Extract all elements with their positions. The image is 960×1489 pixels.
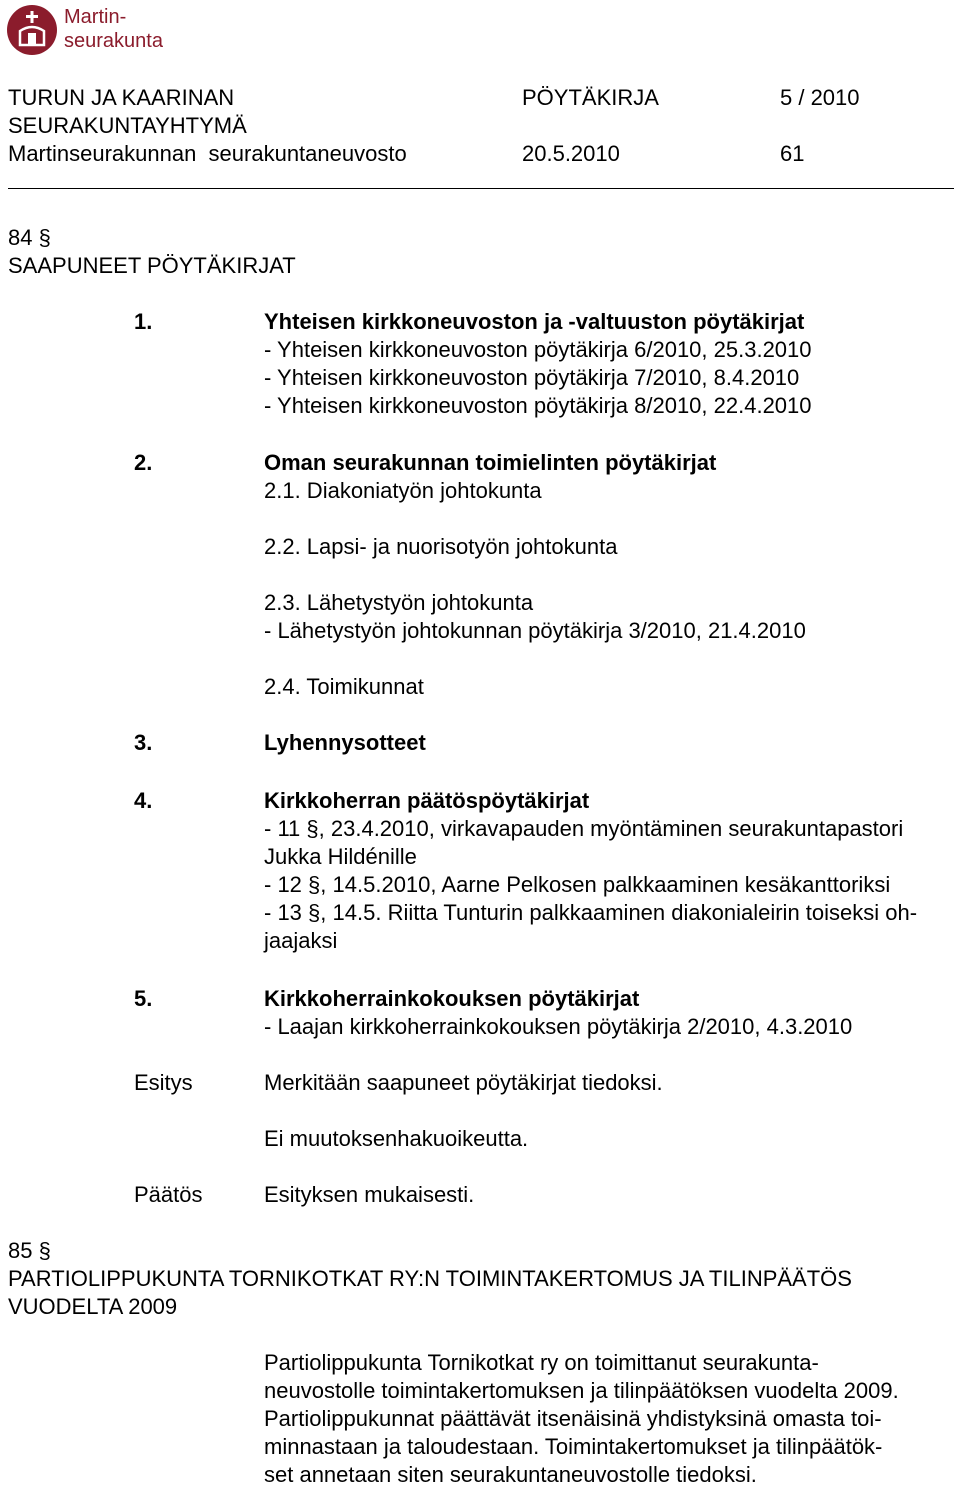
item-5-number: 5. — [134, 986, 153, 1011]
logo-line1: Martin- — [64, 6, 127, 28]
item-3-number: 3. — [134, 730, 153, 755]
header-body-name: Martinseurakunnan seurakuntaneuvosto — [8, 141, 407, 166]
item-1-line-3: - Yhteisen kirkkoneuvoston pöytäkirja 8/2010, 22.4.2010 — [264, 393, 812, 418]
entry-number: - 11 — [264, 816, 301, 841]
church-emblem-icon — [6, 4, 58, 56]
item-4-entry-3-line-2: jaajaksi — [264, 928, 338, 953]
header-org-line1: TURUN JA KAARINAN — [8, 85, 235, 110]
item-1-title: Yhteisen kirkkoneuvoston ja -valtuuston pöytäkirjat — [264, 309, 805, 334]
entry-text: , 14.5. Riitta Tunturin palkkaaminen diakonialeirin toiseksi oh- — [320, 900, 918, 925]
section-85-body-line-3: Partiolippukunnat päättävät itsenäisinä yhdistyksinä omasta toi- — [264, 1406, 882, 1431]
header-doc-type: PÖYTÄKIRJA — [522, 85, 659, 110]
paatos-text: Esityksen mukaisesti. — [264, 1182, 475, 1207]
item-5-line: - Laajan kirkkoherrainkokouksen pöytäkirja 2/2010, 4.3.2010 — [264, 1014, 853, 1039]
section-84-title: SAAPUNEET PÖYTÄKIRJAT — [8, 253, 296, 278]
item-1-line-2: - Yhteisen kirkkoneuvoston pöytäkirja 7/2010, 8.4.2010 — [264, 365, 800, 390]
item-4-number: 4. — [134, 788, 153, 813]
item-2-1: 2.1. Diakoniatyön johtokunta — [264, 478, 542, 503]
section-85-title-line-2: VUODELTA 2009 — [8, 1294, 178, 1319]
item-2-title: Oman seurakunnan toimielinten pöytäkirjat — [264, 450, 717, 475]
section-84-number — [8, 224, 51, 252]
esitys-text: Merkitään saapuneet pöytäkirjat tiedoksi. — [264, 1070, 663, 1095]
item-4-entry-2 — [264, 871, 890, 899]
entry-text: , 14.5.2010, Aarne Pelkosen palkkaaminen kesäkanttoriksi — [320, 872, 891, 897]
header-page-number: 61 — [780, 141, 805, 166]
header-org-line2: SEURAKUNTAYHTYMÄ — [8, 113, 247, 138]
header-date: 20.5.2010 — [522, 141, 620, 166]
logo-line2: seurakunta — [64, 30, 163, 52]
section-85-title-line-1: PARTIOLIPPUKUNTA TORNIKOTKAT RY:N TOIMINTAKERTOMUS JA TILINPÄÄTÖS — [8, 1266, 852, 1291]
logo — [6, 4, 196, 56]
item-2-2: 2.2. Lapsi- ja nuorisotyön johtokunta — [264, 534, 618, 559]
header-divider — [8, 188, 954, 189]
item-2-3-line: - Lähetystyön johtokunnan pöytäkirja 3/2010, 21.4.2010 — [264, 618, 806, 643]
entry-number: - 12 — [264, 872, 302, 897]
section-sign: § — [38, 1238, 51, 1263]
section-sign: § — [308, 872, 321, 897]
section-85-body-line-1: Partiolippukunta Tornikotkat ry on toimittanut seurakunta- — [264, 1350, 819, 1375]
section-sign: § — [306, 816, 319, 841]
section-sign: § — [308, 900, 321, 925]
item-2-number: 2. — [134, 450, 153, 475]
section-number: 85 — [8, 1238, 33, 1263]
esitys-text-2: Ei muutoksenhakuoikeutta. — [264, 1126, 529, 1151]
header-doc-no: 5 / 2010 — [780, 85, 860, 110]
section-85-number — [8, 1237, 51, 1265]
paatos-label: Päätös — [134, 1182, 203, 1207]
item-4-entry-1-line-2: Jukka Hildénille — [264, 844, 417, 869]
item-5-title: Kirkkoherrainkokouksen pöytäkirjat — [264, 986, 640, 1011]
item-3-title: Lyhennysotteet — [264, 730, 426, 755]
item-4-entry-1 — [264, 815, 903, 843]
item-2-4: 2.4. Toimikunnat — [264, 674, 424, 699]
entry-text: , 23.4.2010, virkavapauden myöntäminen seurakuntapastori — [318, 816, 904, 841]
item-1-number: 1. — [134, 309, 153, 334]
section-85-body-line-2: neuvostolle toimintakertomuksen ja tilinpäätöksen vuodelta 2009. — [264, 1378, 899, 1403]
esitys-label: Esitys — [134, 1070, 193, 1095]
item-4-title: Kirkkoherran päätöspöytäkirjat — [264, 788, 590, 813]
section-85-body-line-5: set annetaan siten seurakuntaneuvostolle tiedoksi. — [264, 1462, 757, 1487]
section-sign: § — [38, 225, 51, 250]
section-85-body-line-4: minnastaan ja taloudestaan. Toimintakertomukset ja tilinpäätök- — [264, 1434, 883, 1459]
item-4-entry-3 — [264, 899, 917, 927]
section-number: 84 — [8, 225, 33, 250]
item-1-line-1: - Yhteisen kirkkoneuvoston pöytäkirja 6/2010, 25.3.2010 — [264, 337, 812, 362]
item-2-3: 2.3. Lähetystyön johtokunta — [264, 590, 534, 615]
entry-number: - 13 — [264, 900, 302, 925]
